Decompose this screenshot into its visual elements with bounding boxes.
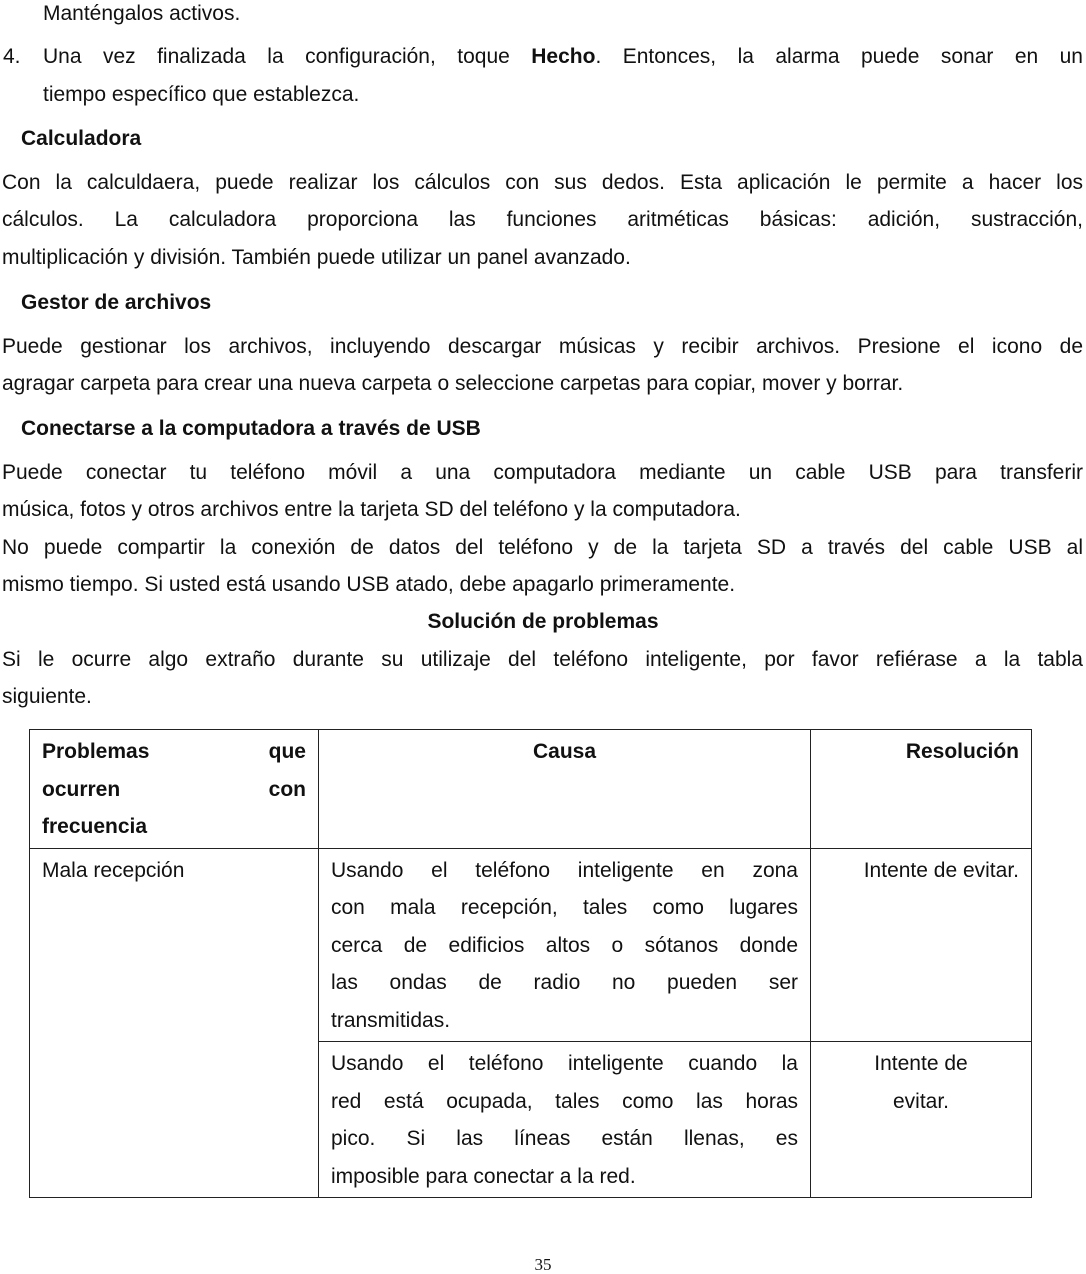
- paragraph-line: Con la calculdaera, puede realizar los cálculos con sus dedos. Esta aplicación le permite a hacer los: [2, 171, 1083, 194]
- cause-cell: Usando el teléfono inteligente en zona con mala recepción, tales como lugares cerca de edificios altos o sótanos donde las ondas de radio no pueden ser transmitidas.: [319, 848, 811, 1042]
- section-title-gestor: Gestor de archivos: [21, 291, 212, 314]
- troubleshooting-table: [29, 729, 1032, 1198]
- table-header-row: [30, 730, 1032, 849]
- troubleshooting-title: Solución de problemas: [427, 610, 659, 633]
- paragraph-line: siguiente.: [2, 685, 92, 708]
- list-item-4-line-1: Una vez finalizada la configuración, toque Hecho. Entonces, la alarma puede sonar en un: [43, 45, 1083, 68]
- paragraph-line: cálculos. La calculadora proporciona las funciones aritméticas básicas: adición, sustracción,: [2, 208, 1083, 231]
- paragraph-line: Puede gestionar los archivos, incluyendo descargar músicas y recibir archivos. Presione el icono de: [2, 335, 1083, 358]
- paragraph-line: agragar carpeta para crear una nueva carpeta o seleccione carpetas para copiar, mover y borrar.: [2, 372, 904, 395]
- problem-cell: Mala recepción: [30, 848, 319, 1198]
- cause-cell: Usando el teléfono inteligente cuando la red está ocupada, tales como las horas pico. Si las líneas están llenas, es imposible para conectar a la red.: [319, 1042, 811, 1198]
- resolution-cell: Intente de evitar.: [811, 848, 1032, 1042]
- list-item-number: 4.: [3, 45, 21, 68]
- paragraph-line: multiplicación y división. También puede utilizar un panel avanzado.: [2, 246, 631, 269]
- paragraph-line: Puede conectar tu teléfono móvil a una computadora mediante un cable USB para transferir: [2, 461, 1083, 484]
- list-item-4-line-2: tiempo específico que establezca.: [43, 83, 360, 106]
- resolution-cell: Intente de evitar.: [811, 1042, 1032, 1198]
- page-number: 35: [534, 1255, 552, 1274]
- header-problem: Problemas que ocurren con frecuencia: [30, 730, 319, 849]
- paragraph-line: No puede compartir la conexión de datos del teléfono y de la tarjeta SD a través del cable USB al: [2, 536, 1083, 559]
- paragraph-line: Si le ocurre algo extraño durante su utilizaje del teléfono inteligente, por favor refiérase a la tabla: [2, 648, 1083, 671]
- header-cause: Causa: [319, 730, 811, 849]
- table-row: [30, 848, 1032, 1042]
- section-title-calculadora: Calculadora: [21, 127, 142, 150]
- paragraph-line: mismo tiempo. Si usted está usando USB atado, debe apagarlo primeramente.: [2, 573, 736, 596]
- paragraph-line: música, fotos y otros archivos entre la tarjeta SD del teléfono y la computadora.: [2, 498, 741, 521]
- header-resolution: Resolución: [811, 730, 1032, 849]
- list-continuation: Manténgalos activos.: [43, 2, 241, 25]
- section-title-usb: Conectarse a la computadora a través de USB: [21, 417, 481, 440]
